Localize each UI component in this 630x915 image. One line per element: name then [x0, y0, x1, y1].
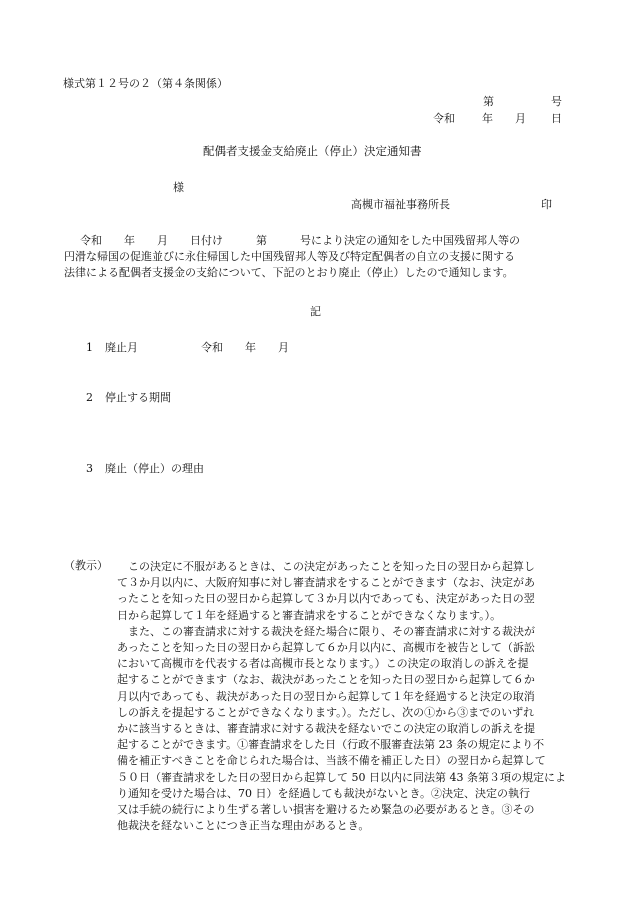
ki-heading: 記	[310, 305, 321, 318]
body-line: 法律による配偶者支援金の支給について、下記のとおり廃止（停止）したので通知します。	[64, 266, 514, 280]
notice-line: 日から起算して１年を経過すると審査請求をすることができなくなります。）。	[117, 608, 502, 622]
notice-line: 備を補正すべきことを命じられた場合は、当該不備を補正した日）の翌日から起算して	[117, 754, 546, 768]
notice-line: かに該当するときは、審査請求に対する裁決を経ないでこの決定の取消しの訴えを提	[117, 722, 535, 736]
item-number: 1	[86, 341, 93, 354]
item-label: 廃止（停止）の理由	[105, 462, 204, 475]
notice-text	[117, 559, 566, 834]
item-number: 3	[86, 462, 93, 475]
item-number: 2	[86, 391, 93, 404]
notice-label: （教示）	[64, 559, 108, 572]
item-label: 停止する期間	[105, 391, 171, 404]
number-prefix: 第	[483, 95, 494, 108]
notice-line: しの訴えを提起することができなくなります。）。ただし、次の①から③までのいずれ	[117, 705, 535, 719]
date-era: 令和	[433, 112, 455, 125]
page-title: 配偶者支援金支給廃止（停止）決定通知書	[203, 144, 422, 158]
notice-line: あったことを知った日の翌日から起算して６か月以内に、高槻市を被告として（訴訟	[117, 641, 535, 655]
notice-line: において高槻市を代表する者は高槻市長となります。）この決定の取消しの訴えを提	[117, 657, 529, 671]
date-year: 年	[482, 112, 493, 125]
notice-line: り通知を受けた場合は、70 日）を経過しても裁決がないとき。②決定、決定の執行	[117, 786, 531, 800]
notice-line: ったことを知った日の翌日から起算して３か月以内であっても、決定があった日の翌	[117, 592, 535, 606]
body-line: 円滑な帰国の促進並びに永住帰国した中国残留邦人等及び特定配偶者の自立の支援に関する	[64, 250, 515, 264]
date-line	[433, 112, 455, 125]
form-number: 様式第１２号の２（第４条関係）	[63, 77, 228, 90]
seal-mark: 印	[541, 198, 552, 211]
notice-line: この決定に不服があるときは、この決定があったことを知った日の翌日から起算し	[128, 560, 535, 573]
notice-line: 起することができます。①審査請求をした日（行政不服審査法第 23 条の規定により不	[117, 738, 545, 752]
recipient-suffix: 様	[173, 181, 184, 194]
number-label	[483, 95, 494, 108]
notice-line: 起することができます（なお、裁決があったことを知った日の翌日から起算して６か	[117, 673, 535, 687]
number-suffix: 号	[551, 95, 562, 108]
notice-line: 月以内であっても、裁決があった日の翌日から起算して１年を経過すると決定の取消	[117, 689, 535, 703]
issuer-name: 高槻市福祉事務所長	[351, 198, 450, 211]
notice-line: ５０日（審査請求をした日の翌日から起算して 50 日以内に同法第 43 条第３項の規定によ	[117, 770, 566, 784]
date-day: 日	[551, 112, 562, 125]
body-line: 令和 年 月 日付け 第 号により決定の通知をした中国残留邦人等の	[80, 234, 520, 247]
body-text	[64, 233, 564, 282]
notice-line: て３か月以内に、大阪府知事に対し審査請求をすることができます（なお、決定があ	[117, 576, 535, 590]
notice-line: また、この審査請求に対する裁決を経た場合に限り、その審査請求に対する裁決が	[117, 624, 535, 638]
date-month: 月	[515, 112, 526, 125]
item-value: 令和 年 月	[201, 341, 289, 354]
notice-line: 他裁決を経ないことにつき正当な理由があるとき。	[117, 819, 370, 833]
item-label: 廃止月	[105, 341, 138, 354]
notice-line: 又は手続の続行により生ずる著しい損害を避けるため緊急の必要があるとき。③その	[117, 803, 535, 817]
